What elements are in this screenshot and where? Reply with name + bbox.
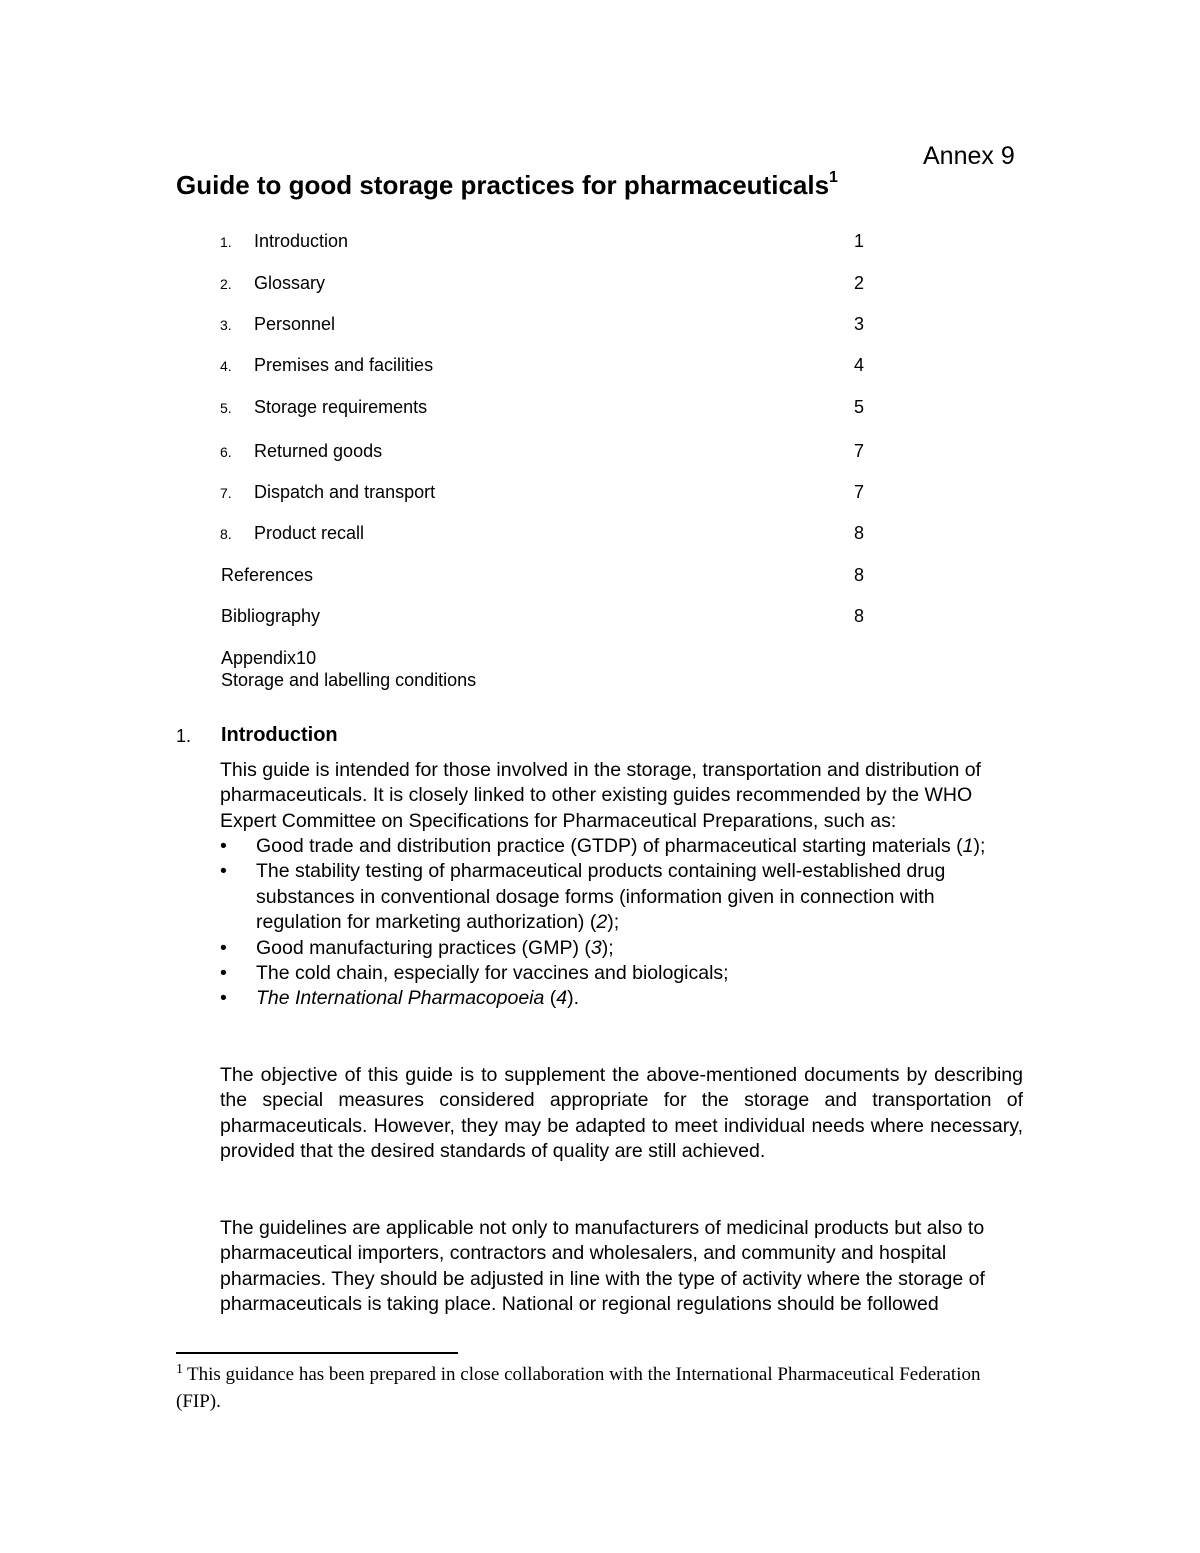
list-item-text-end: );: [601, 936, 614, 959]
footnote-marker: 1: [176, 1362, 183, 1377]
toc-label: Storage requirements: [254, 397, 428, 417]
list-item: [220, 961, 1023, 986]
list-item: [220, 859, 1023, 935]
list-item: [220, 986, 1023, 1011]
list-item: [220, 834, 1023, 859]
toc-number: 4.: [220, 358, 232, 374]
list-item-text: The stability testing of pharmaceutical products containing well-established drug substances in conventional dosage forms (information given in connection with regulation for marketing authorization) (: [256, 860, 946, 934]
toc-page-number: 4: [854, 355, 865, 375]
toc-entry[interactable]: [0, 565, 1200, 589]
list-item-text: The cold chain, especially for vaccines and biologicals;: [256, 962, 729, 985]
toc-number: 7.: [220, 485, 232, 501]
toc-label: Returned goods: [254, 441, 383, 461]
toc-entry[interactable]: [0, 314, 1200, 338]
publication-title: The International Pharmacopoeia: [256, 987, 545, 1010]
bullet-icon: •: [220, 962, 227, 985]
list-item: [220, 936, 1023, 961]
toc-label: Premises and facilities: [254, 355, 434, 375]
list-item-text-end: );: [973, 835, 986, 857]
reference-number: 4: [556, 987, 568, 1010]
toc-page-number: 3: [854, 314, 865, 334]
toc-entry[interactable]: [0, 523, 1200, 547]
footnote-text: This guidance has been prepared in close collaboration with the International Pharmaceutical Federation (FIP).: [176, 1364, 981, 1412]
related-guides-list: [220, 834, 1023, 1012]
list-item-text-end: );: [607, 911, 620, 934]
reference-number: 3: [590, 936, 602, 959]
reference-number: 2: [596, 911, 608, 934]
list-item-text: Good trade and distribution practice (GTDP) of pharmaceutical starting materials (: [256, 835, 963, 857]
reference-number: 1: [962, 835, 974, 857]
toc-label: Dispatch and transport: [254, 482, 436, 502]
toc-page-number: 8: [854, 523, 865, 543]
toc-entry[interactable]: [0, 355, 1200, 379]
applicability-paragraph: The guidelines are applicable not only to manufacturers of medicinal products but also to pharmaceutical importers, contractors and wholesalers, and community and hospital pharmacies. They should be adjusted in line with the type of activity where the storage of pharmaceuticals is taking place. National or regional regulations should be followed: [220, 1217, 985, 1316]
toc-entry[interactable]: [0, 231, 1200, 255]
footnote: [176, 1362, 1026, 1414]
toc-entry[interactable]: [0, 606, 1200, 630]
toc-page-number: 2: [854, 273, 865, 293]
title-text: Guide to good storage practices for pharmaceuticals: [176, 170, 830, 200]
toc-entry[interactable]: [0, 273, 1200, 297]
toc-label: Personnel: [254, 314, 336, 334]
footnote-divider: [176, 1352, 458, 1354]
toc-number: 1.: [220, 234, 232, 250]
section-title: Introduction: [221, 724, 338, 746]
toc-page-number: 1: [854, 231, 865, 251]
bullet-icon: •: [220, 936, 227, 959]
toc-label: Introduction: [254, 231, 349, 251]
list-item-text: Good manufacturing practices (GMP) (: [256, 936, 591, 959]
toc-number: 8.: [220, 526, 232, 542]
toc-label: Bibliography: [221, 606, 321, 626]
toc-number: 2.: [220, 276, 232, 292]
toc-page-number: 8: [854, 565, 865, 585]
toc-number: 3.: [220, 317, 232, 333]
document-title: [176, 170, 838, 201]
bullet-icon: •: [220, 860, 227, 883]
toc-label: Product recall: [254, 523, 365, 543]
toc-page-number: 7: [854, 441, 865, 461]
section-number: 1.: [176, 726, 192, 746]
bullet-icon: •: [220, 835, 227, 857]
toc-number: 5.: [220, 400, 232, 416]
list-item-text: (: [544, 987, 557, 1010]
toc-number: 6.: [220, 444, 232, 460]
toc-page-number: 8: [854, 606, 865, 626]
objective-paragraph: The objective of this guide is to supplement the above-mentioned documents by describing the special measures considered appropriate for the storage and transportation of pharmaceuticals. However, they may be adapted to meet individual needs where necessary, provided that the desired standards of quality are still achieved.: [220, 1064, 1023, 1163]
toc-label: References: [221, 565, 314, 585]
annex-label: Annex 9: [923, 142, 1015, 170]
toc-entry[interactable]: [0, 482, 1200, 506]
toc-label: Glossary: [254, 273, 326, 293]
bullet-icon: •: [220, 987, 227, 1010]
intro-paragraph: This guide is intended for those involved in the storage, transportation and distribution of pharmaceuticals. It is closely linked to other existing guides recommended by the WHO Expert Committee on Specifications for Pharmaceutical Preparations, such as:: [220, 759, 981, 832]
appendix-title: Storage and labelling conditions: [221, 670, 477, 690]
title-footnote-marker: 1: [829, 169, 838, 187]
list-item-text-end: ).: [567, 987, 580, 1010]
appendix-number: Appendix10: [221, 648, 317, 668]
toc-entry[interactable]: [0, 397, 1200, 421]
toc-appendix-entry[interactable]: [221, 647, 476, 691]
toc-entry[interactable]: [0, 441, 1200, 465]
toc-page-number: 7: [854, 482, 865, 502]
toc-page-number: 5: [854, 397, 865, 417]
